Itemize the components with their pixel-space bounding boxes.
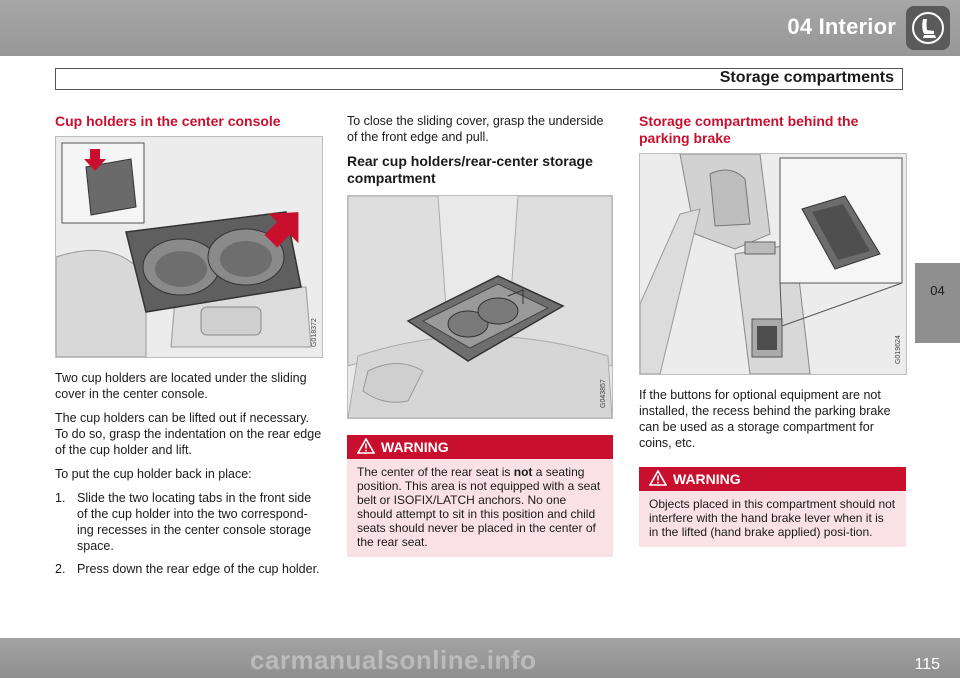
center-console-illustration [56, 137, 322, 357]
heading-cup-holders: Cup holders in the center console [55, 113, 281, 129]
column-cup-holders [55, 113, 323, 584]
figure-code: G018372 [311, 318, 318, 347]
warning-text-bold: not [513, 465, 533, 479]
warning-text-part: a seating position. This area is not equipped with a seat belt or ISOFIX/LATCH anchors. No one should attempt to sit in this position and child seats should never be placed in the center of the rear seat. [357, 465, 601, 549]
chapter-title: 04 Interior [787, 14, 896, 39]
section-title: Storage compartments [719, 69, 894, 86]
warning-text-part: The center of the rear seat is [357, 465, 514, 479]
figure-rear-cup-holders [347, 195, 613, 419]
footer-bar [0, 638, 960, 678]
warning-header [639, 467, 906, 491]
list-item [55, 490, 323, 554]
paragraph: Two cup holders are located under the sliding cover in the center console. [55, 371, 307, 401]
paragraph: To put the cup holder back in place: [55, 467, 252, 481]
warning-text: Objects placed in this compartment should not interfere with the hand brake lever when it is in the lifted (hand brake applied) posi-tion. [639, 491, 906, 547]
paragraph: If the buttons for optional equipment are not installed, the recess behind the parking brake can be used as a storage compartment for coins, etc. [639, 388, 891, 450]
step-text: Press down the rear edge of the cup holder. [77, 562, 320, 576]
column-rear-cup-holders [347, 113, 613, 557]
figure-parking-brake-storage [639, 153, 907, 375]
warning-box-rear-seat [347, 435, 613, 557]
warning-title: WARNING [673, 471, 741, 487]
step-text: Slide the two locating tabs in the front side of the cup holder into the two correspond-ing recesses in the center console storage space. [77, 491, 312, 553]
paragraph: To close the sliding cover, grasp the underside of the front edge and pull. [347, 114, 604, 144]
heading-rear-cup-holders: Rear cup holders/rear-center storage compartment [347, 153, 593, 186]
section-title-bar [55, 68, 903, 90]
figure-code: G019624 [895, 335, 902, 364]
rear-seat-illustration [348, 196, 612, 418]
warning-title: WARNING [381, 439, 449, 455]
side-tab-label: 04 [930, 283, 945, 298]
step-number: 2. [55, 562, 66, 576]
warning-triangle-icon [649, 470, 667, 489]
warning-triangle-icon [357, 438, 375, 457]
list-item [55, 561, 323, 577]
figure-code: G043857 [600, 379, 607, 408]
step-number: 1. [55, 491, 66, 505]
parking-brake-illustration [640, 154, 906, 374]
paragraph: The cup holders can be lifted out if necessary. To do so, grasp the indentation on the rear edge of the cup holder and lift. [55, 411, 322, 457]
warning-box-parking-brake [639, 467, 906, 547]
column-parking-brake-storage [639, 113, 906, 547]
heading-parking-brake-storage: Storage compartment behind the parking brake [639, 113, 859, 146]
watermark: carmanualsonline.info [250, 645, 537, 675]
seat-icon [906, 6, 950, 50]
figure-center-console-cup-holders [55, 136, 323, 358]
chapter-side-tab[interactable] [915, 263, 960, 343]
steps-list [55, 490, 323, 577]
page-number: 115 [914, 656, 940, 673]
warning-header [347, 435, 613, 459]
warning-text [347, 459, 613, 557]
chapter-header-bar [0, 0, 960, 56]
